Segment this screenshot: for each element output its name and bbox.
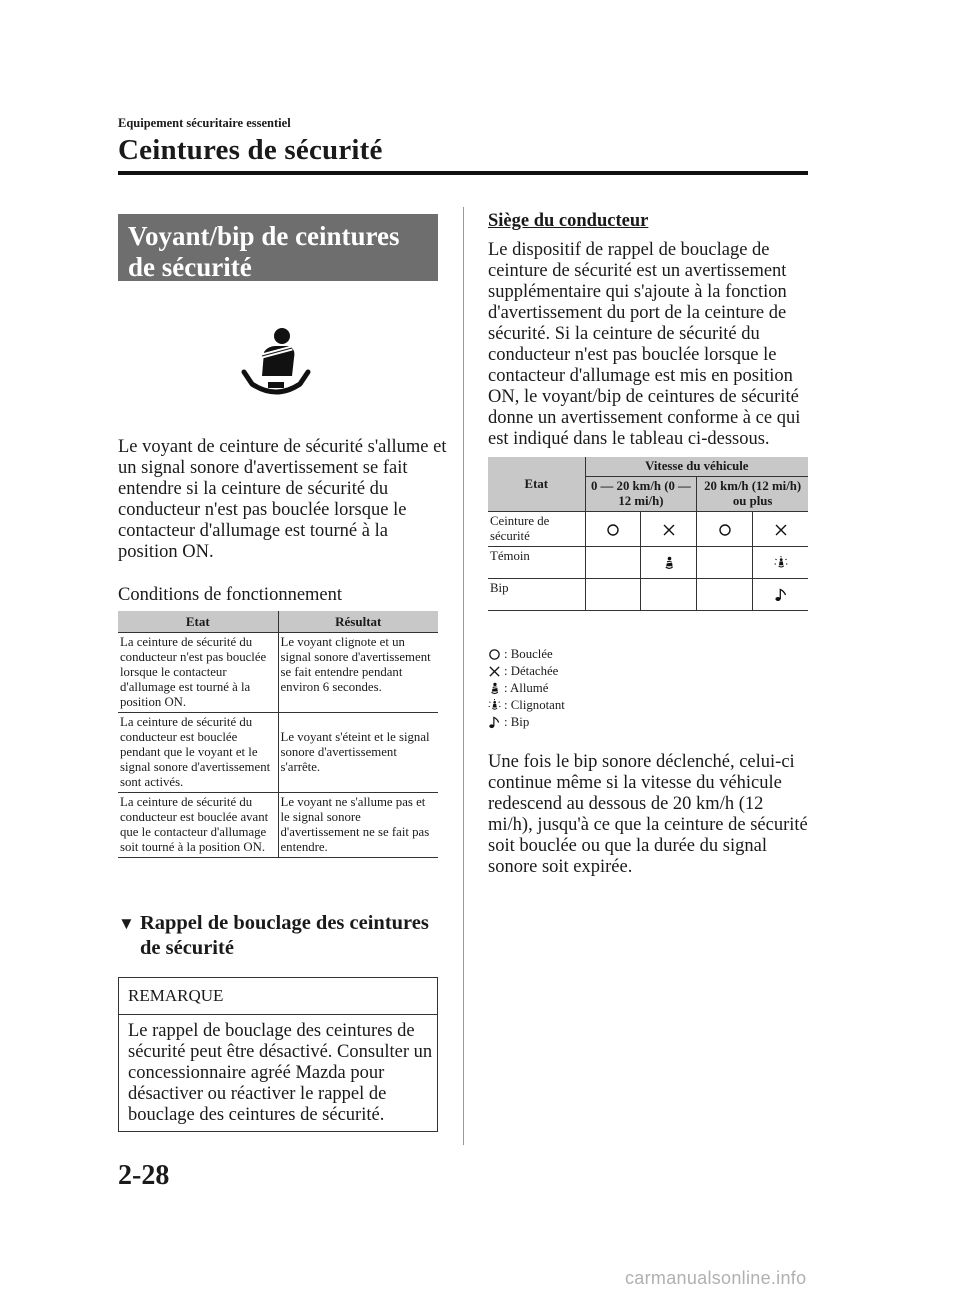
- legend-item: [488, 663, 565, 680]
- driver-paragraph: Le dispositif de rappel de bouclage de ceinture de sécurité est un avertissement supplémentaire qui s'ajoute à la fonction d'avertissement du port de la ceinture de sécurité. Si la ceinture de sécurité du conducteur n'est pas bouclée lorsque le contacteur d'allumage est mis en position ON, le voyant/bip de ceintures de sécurité donne un avertissement conforme à ce qui est indiqué dans le tableau ci-dessous.: [488, 240, 801, 449]
- buckled-icon: [606, 523, 620, 537]
- light-on-icon: [488, 682, 501, 695]
- table-header: Vitesse du véhicule: [585, 457, 808, 477]
- table-row: [488, 512, 808, 547]
- subsection-heading-line2: de sécurité: [140, 937, 234, 959]
- note-text: Le rappel de bouclage des ceintures de sécurité peut être désactivé. Consulter un concessionnaire agréé Mazda pour désactiver ou réactiver le rappel de bouclage des ceintures de sécurité.: [128, 1021, 433, 1125]
- speed-table: [488, 457, 808, 611]
- beep-paragraph: Une fois le bip sonore déclenché, celui-ci continue même si la vitesse du véhicule redescend au dessous de 20 km/h (12 mi/h), jusqu'à ce que la ceinture de sécurité soit bouclée ou que la durée du signal sonore soit expirée.: [488, 752, 808, 877]
- unbuckled-icon: [488, 665, 501, 678]
- note-divider: [119, 1014, 437, 1015]
- table-cell: La ceinture de sécurité du conducteur est bouclée pendant que le voyant et le signal sonore d'avertissement sont activés.: [118, 713, 278, 793]
- table-cell: [641, 512, 697, 547]
- table-row: [488, 579, 808, 611]
- note-title: REMARQUE: [128, 986, 224, 1005]
- unbuckled-icon: [662, 523, 676, 537]
- seat-belt-warning-icon: [240, 326, 312, 398]
- table-cell: [753, 547, 808, 579]
- beep-icon: [488, 716, 501, 729]
- watermark: carmanualsonline.info: [625, 1268, 807, 1288]
- table-cell: Ceinture de sécurité: [488, 512, 585, 547]
- buckled-icon: [718, 523, 732, 537]
- legend-label: : Bouclée: [504, 647, 553, 661]
- unbuckled-icon: [774, 523, 788, 537]
- table-cell: [753, 579, 808, 611]
- table-header: Etat: [488, 457, 585, 512]
- table-row: [488, 547, 808, 579]
- table-cell: [641, 579, 697, 611]
- legend-item: [488, 697, 565, 714]
- table-cell: Bip: [488, 579, 585, 611]
- heading-rule: [118, 171, 808, 175]
- legend-label: : Clignotant: [504, 698, 565, 712]
- note-box: [118, 977, 438, 1132]
- legend-item: [488, 680, 565, 697]
- beep-icon: [774, 588, 788, 602]
- table-cell: Le voyant ne s'allume pas et le signal sonore d'avertissement ne se fait pas entendre.: [278, 793, 438, 858]
- table-cell: [697, 579, 753, 611]
- table-cell: [585, 547, 641, 579]
- symbol-legend: [488, 646, 565, 731]
- subsection-heading: [118, 911, 448, 960]
- table-cell: [585, 579, 641, 611]
- driver-seat-heading: Siège du conducteur: [488, 211, 649, 231]
- operating-conditions-table: [118, 611, 438, 858]
- light-flashing-icon: [774, 556, 788, 570]
- light-flashing-icon: [488, 699, 501, 712]
- table-cell: [585, 512, 641, 547]
- legend-label: : Bip: [504, 715, 530, 729]
- table-cell: [697, 512, 753, 547]
- table-cell: [753, 512, 808, 547]
- table-cell: Le voyant s'éteint et le signal sonore d'avertissement s'arrête.: [278, 713, 438, 793]
- light-on-icon: [662, 556, 676, 570]
- table-cell: [641, 547, 697, 579]
- subsection-heading-line1: Rappel de bouclage des ceintures: [139, 912, 429, 934]
- table-header: 0 — 20 km/h (0 — 12 mi/h): [585, 477, 697, 512]
- legend-label: : Allumé: [504, 681, 549, 695]
- table-row: [118, 793, 438, 858]
- table-cell: La ceinture de sécurité du conducteur est bouclée avant que le contacteur d'allumage soit tourné à la position ON.: [118, 793, 278, 858]
- table-row: [118, 633, 438, 713]
- table-cell: [697, 547, 753, 579]
- page-title: Ceintures de sécurité: [118, 134, 383, 166]
- section-banner: Voyant/bip de ceintures de sécurité: [118, 214, 438, 281]
- intro-paragraph: Le voyant de ceinture de sécurité s'allume et un signal sonore d'avertissement se fait entendre si la ceinture de sécurité du conducteur n'est pas bouclée lorsque le contacteur d'allumage est tourné à la position ON.: [118, 437, 447, 562]
- page-number: 2-28: [118, 1160, 170, 1191]
- table-cell: Le voyant clignote et un signal sonore d'avertissement se fait entendre pendant environ 6 secondes.: [278, 633, 438, 713]
- section-label: Equipement sécuritaire essentiel: [118, 116, 291, 130]
- table-cell: La ceinture de sécurité du conducteur n'est pas bouclée lorsque le contacteur d'allumage est tourné à la position ON.: [118, 633, 278, 713]
- table-row: [118, 713, 438, 793]
- triangle-bullet-icon: ▼: [118, 914, 135, 933]
- table-header: Résultat: [278, 611, 438, 633]
- table-cell: Témoin: [488, 547, 585, 579]
- table-header: 20 km/h (12 mi/h) ou plus: [697, 477, 808, 512]
- legend-label: : Détachée: [504, 664, 559, 678]
- table-header: Etat: [118, 611, 278, 633]
- conditions-caption: Conditions de fonctionnement: [118, 585, 343, 605]
- legend-item: [488, 714, 565, 731]
- buckled-icon: [488, 648, 501, 661]
- legend-item: [488, 646, 565, 663]
- column-divider: [463, 207, 464, 1145]
